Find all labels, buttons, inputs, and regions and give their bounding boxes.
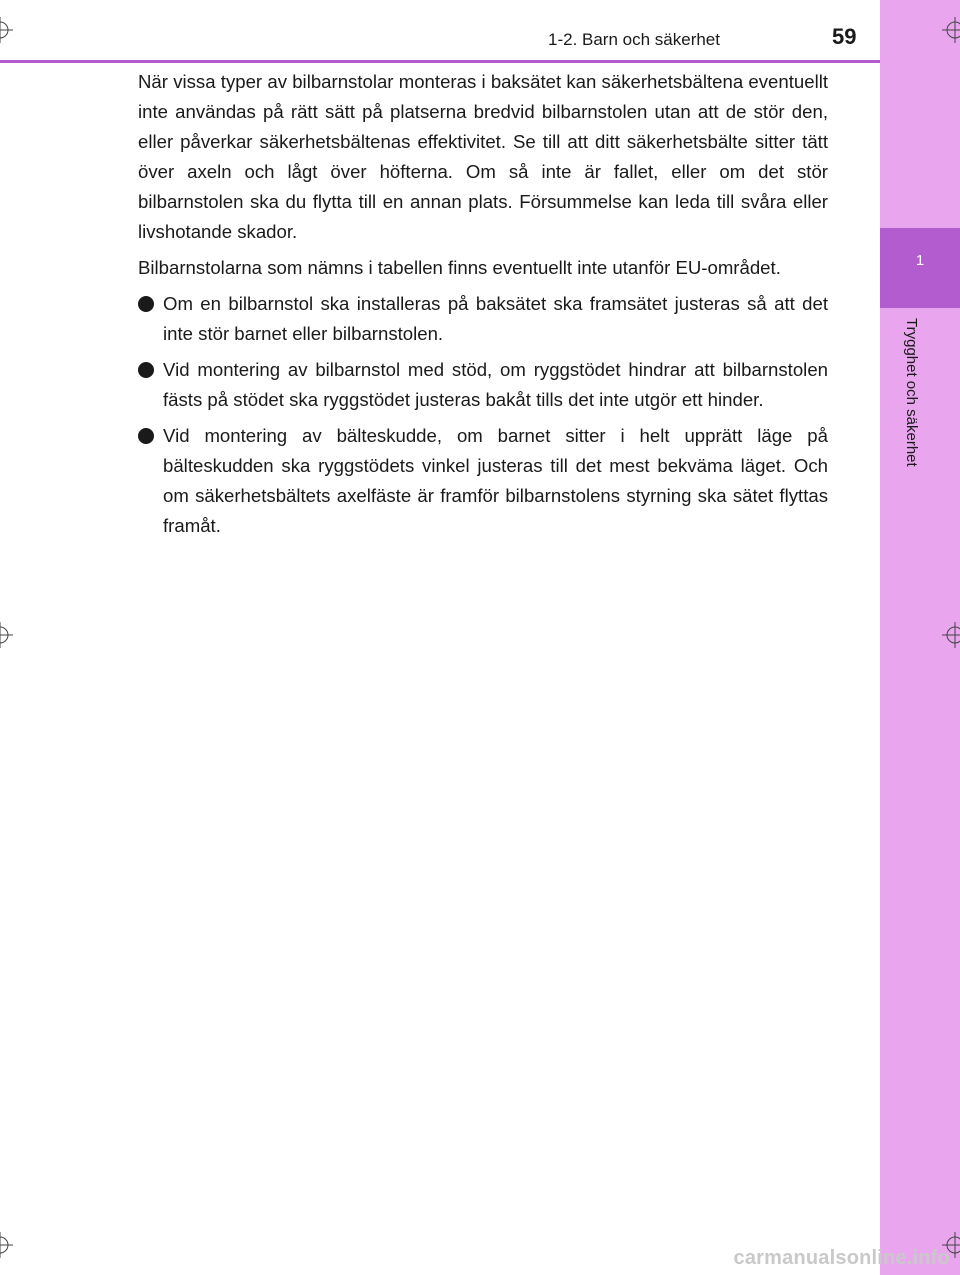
- bullet-dot-icon: [138, 362, 154, 378]
- paragraph-seatbelt-warning: När vissa typer av bilbarnstolar monteras i baksätet kan säkerhetsbältena eventuellt inte användas på rätt sätt på platserna bredvid bilbarnstolen utan att de stör den, eller påverkar säkerhetsbältenas effektivitet. Se till att ditt säkerhetsbälte sitter tätt över axeln och lågt över höfterna. Om så inte är fallet, eller om det stör bilbarnstolen ska du flytta till en annan plats. Försummelse kan leda till svåra eller livshotande skador.: [138, 71, 828, 242]
- body-content: [138, 67, 828, 547]
- registration-mark-icon: [0, 17, 13, 43]
- registration-mark-icon: [0, 1232, 13, 1258]
- registration-mark-icon: [0, 622, 13, 648]
- bullet-list: [138, 289, 828, 541]
- paragraph-eu-note: Bilbarnstolarna som nämns i tabellen finns eventuellt inte utanför EU-området.: [138, 257, 781, 278]
- bullet-dot-icon: [138, 428, 154, 444]
- list-item: [138, 355, 828, 415]
- list-item-text: Om en bilbarnstol ska installeras på baksätet ska framsätet justeras så att det inte stör barnet eller bilbarnstolen.: [163, 293, 828, 344]
- list-item-text: Vid montering av bälteskudde, om barnet sitter i helt upprätt läge på bälteskudden ska ryggstödets vinkel justeras till det mest bekväma läget. Och om säkerhetsbältets axelfäste är framför bilbarnstolens styrning ska sätet flyttas framåt.: [163, 425, 828, 536]
- registration-mark-icon: [942, 622, 960, 648]
- chapter-number: 1: [915, 252, 925, 269]
- watermark: carmanualsonline.info: [733, 1247, 950, 1269]
- registration-mark-icon: [942, 17, 960, 43]
- section-title: 1-2. Barn och säkerhet: [548, 30, 720, 49]
- list-item-text: Vid montering av bilbarnstol med stöd, om ryggstödet hindrar att bilbarnstolen fästs på stödet ska ryggstödet justeras bakåt tills det inte utgör ett hinder.: [163, 359, 828, 410]
- page-number: 59: [832, 24, 857, 49]
- list-item: [138, 421, 828, 541]
- bullet-dot-icon: [138, 296, 154, 312]
- chapter-label: Trygghet och säkerhet: [903, 318, 920, 467]
- header-rule: [0, 60, 880, 63]
- list-item: [138, 289, 828, 349]
